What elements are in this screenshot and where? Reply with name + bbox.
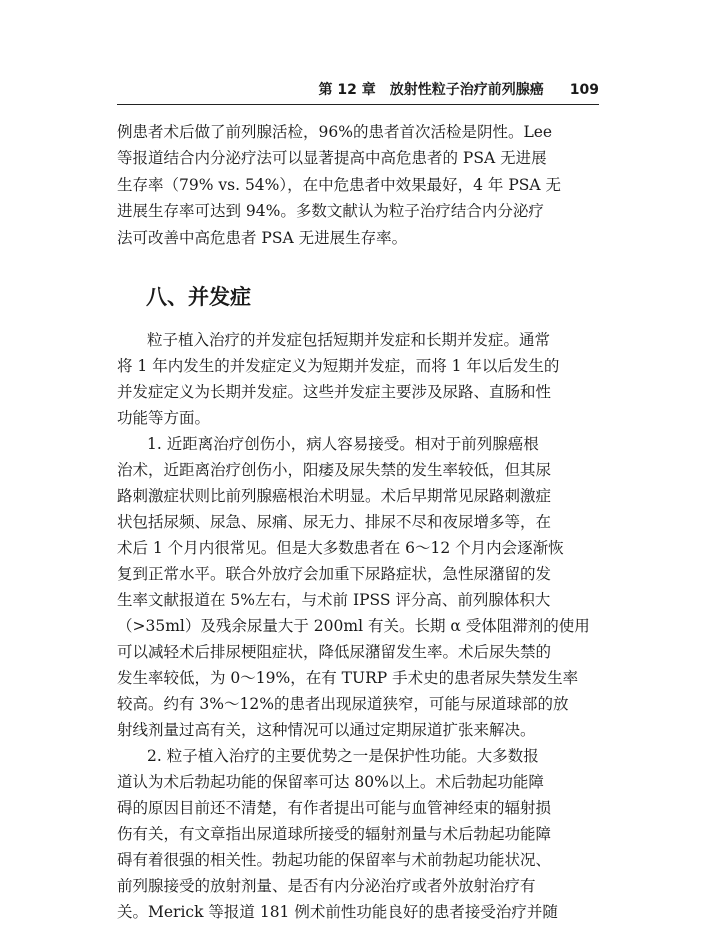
paragraph-line: 发生率较低，为 0～19%，在有 TURP 手术史的患者尿失禁发生率	[117, 669, 579, 687]
paragraph-line: 道认为术后勃起功能的保留率可达 80%以上。术后勃起功能障	[117, 773, 544, 791]
paragraph-line: 功能等方面。	[117, 409, 211, 427]
page-number: 109	[569, 82, 599, 98]
paragraph-line: 生率文献报道在 5%左右，与术前 IPSS 评分高、前列腺体积大	[117, 591, 551, 609]
paragraph-line: 复到正常水平。联合外放疗会加重下尿路症状，急性尿潴留的发	[117, 565, 552, 583]
paragraph-line: 将 1 年内发生的并发症定义为短期并发症，而将 1 年以后发生的	[117, 357, 560, 375]
paragraph-line: 可以减轻术后排尿梗阻症状，降低尿潴留发生率。术后尿失禁的	[117, 643, 552, 661]
running-header	[117, 80, 599, 105]
paragraph-line: 路刺激症状则比前列腺癌根治术明显。术后早期常见尿路刺激症	[117, 487, 552, 505]
paragraph-line: 较高。约有 3%～12%的患者出现尿道狭窄，可能与尿道球部的放	[117, 695, 569, 713]
paragraph-line: 碍有着很强的相关性。勃起功能的保留率与术前勃起功能状况、	[117, 851, 552, 869]
paragraph-line: 伤有关，有文章指出尿道球所接受的辐射剂量与术后勃起功能障	[117, 825, 552, 843]
paragraph-line: 前列腺接受的放射剂量、是否有内分泌治疗或者外放射治疗有	[117, 877, 536, 895]
paragraph-line: 1. 近距离治疗创伤小，病人容易接受。相对于前列腺癌根	[147, 435, 539, 453]
paragraph-line: 粒子植入治疗的并发症包括短期并发症和长期并发症。通常	[147, 331, 551, 349]
paragraph-line: 射线剂量过高有关，这种情况可以通过定期尿道扩张来解决。	[117, 721, 536, 739]
paragraph-line: 治术，近距离治疗创伤小，阳痿及尿失禁的发生率较低，但其尿	[117, 461, 552, 479]
paragraph-line: 等报道结合内分泌疗法可以显著提高中高危患者的 PSA 无进展	[117, 149, 547, 167]
paragraph-line: 例患者术后做了前列腺活检，96%的患者首次活检是阴性。Lee	[117, 123, 553, 141]
paragraph-line: （>35ml）及残余尿量大于 200ml 有关。长期 α 受体阻滞剂的使用	[117, 617, 590, 635]
section-heading: 八、并发症	[146, 285, 251, 309]
paragraph-line: 法可改善中高危患者 PSA 无进展生存率。	[117, 229, 408, 247]
paragraph-line: 碍的原因目前还不清楚，有作者提出可能与血管神经束的辐射损	[117, 799, 552, 817]
paragraph-line: 生存率（79% vs. 54%），在中危患者中效果最好，4 年 PSA 无	[117, 176, 562, 194]
paragraph-line: 进展生存率可达到 94%。多数文献认为粒子治疗结合内分泌疗	[117, 202, 544, 220]
paragraph-line: 并发症定义为长期并发症。这些并发症主要涉及尿路、直肠和性	[117, 383, 552, 401]
paragraph-line: 关。Merick 等报道 181 例术前性功能良好的患者接受治疗并随	[117, 903, 558, 921]
chapter-title: 第 12 章 放射性粒子治疗前列腺癌	[318, 82, 544, 98]
paragraph-line: 状包括尿频、尿急、尿痛、尿无力、排尿不尽和夜尿增多等，在	[117, 513, 552, 531]
paragraph-line: 术后 1 个月内很常见。但是大多数患者在 6～12 个月内会逐渐恢	[117, 539, 564, 557]
paragraph-line: 2. 粒子植入治疗的主要优势之一是保护性功能。大多数报	[147, 747, 539, 765]
